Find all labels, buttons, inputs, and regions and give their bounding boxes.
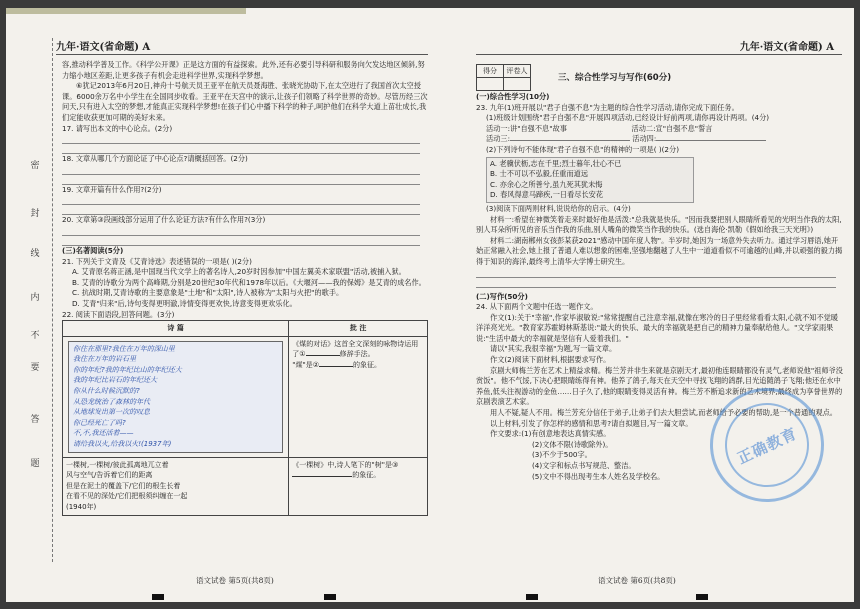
page-6 — [438, 8, 854, 602]
answer-line[interactable] — [62, 134, 420, 144]
score-label: 得分 — [477, 65, 504, 78]
option-d: D. 春风得意马蹄疾,一日看尽长安花 — [490, 190, 604, 200]
question-23-2: (2)下列诗句不能体现"君子自强不息"的精神的一项是( )(2分) — [486, 144, 679, 154]
question-22: 22. 阅读下面语段,回答问题。(3分) — [62, 309, 175, 319]
column-header: 批 注 — [289, 321, 428, 337]
scan-mark — [696, 594, 708, 600]
prompt-1: 作文(1):关于"幸福",作家毕淑敏说:"常常提醒自己注意幸福,就像在寒冷的日子里经常看看太阳,心就不知不觉暖洋洋亮光光。"教育家苏霍姆林斯基说:"最大的快乐、最大的幸福就是把自己的精神力量奉献给他人。"文学家雨果说:"生活中最大的幸福就是坚信有人爱着我们。" — [476, 312, 839, 343]
requirement: (3)不少于500字。 — [532, 450, 592, 460]
seal-line — [52, 38, 53, 562]
poem-line: 你已经死亡了吗? — [73, 418, 126, 427]
page-footer: 语文试卷 第6页(共8页) — [598, 576, 676, 585]
option-d: D. 艾青"归来"后,诗句变得更明澈,诗情变得更欢快,诗意变得更欢乐化。 — [72, 298, 297, 308]
grader-cell[interactable] — [504, 78, 531, 91]
activity-label: 活动四: — [632, 134, 657, 144]
answer-line[interactable] — [62, 205, 420, 215]
answer-line[interactable] — [62, 165, 420, 175]
question-18: 18. 文章从哪几个方面论证了中心论点?请概括回答。(2分) — [62, 154, 248, 164]
page5-body — [62, 60, 428, 516]
section-title: (一)综合性学习(10分) — [476, 92, 550, 101]
seal-char: 封 — [30, 209, 40, 219]
note-text: 修辞手法。 — [339, 350, 375, 359]
poem-line: 但是在泥土的覆盖下/它们的根生长着 — [66, 481, 181, 490]
seal-char: 线 — [30, 249, 40, 259]
requirement: (5)文中不得出现考生本人姓名及学校名。 — [532, 471, 665, 481]
options-box — [486, 157, 694, 203]
activity-value: "自强不息"誓言 — [662, 123, 713, 133]
option-c: C. 亦余心之所善兮,虽九死其犹未悔 — [490, 179, 603, 189]
note-text: 《煤的对话》这首全文深刻的咏物诗运用了① — [292, 339, 419, 359]
question-24: 24. 从下面两个文题中任选一题作文。 — [476, 302, 598, 312]
note-text: "煤"是② — [292, 360, 320, 369]
section-title: (三)名著阅读(5分) — [62, 245, 124, 255]
section-title: (二)写作(50分) — [476, 291, 528, 301]
column-header: 诗 篇 — [63, 321, 289, 337]
answer-line[interactable] — [62, 175, 420, 185]
activity-label: 活动三: — [486, 134, 510, 144]
answer-line[interactable] — [62, 236, 420, 246]
activity-blank[interactable] — [656, 140, 766, 141]
seal-char: 内 — [30, 293, 40, 303]
requirement: (4)文字和标点书写规范、整洁。 — [532, 461, 636, 470]
prompt-2-text: 京剧大师梅兰芳在艺术上精益求精。梅兰芳并非生来就是京剧天才,最初他连眼睛都没有灵气,老师说他"祖师爷没赏饭"。他不气馁,下决心把眼睛练得有神。他养了鸽子,每天在天空中寻找飞翔的鸽群,目光追随鸽子飞翔;他还在水中养鱼,低头注视游动的金鱼……日子久了,他的眼睛变得灵活有神。梅兰芳不断追求新的艺术境界,最终成为享誉世界的京剧表演艺术家。 — [476, 365, 843, 407]
poem-line: 一棵树,一棵树/彼此孤离地兀立着 — [66, 460, 169, 469]
poem-line: 你从什么时候沉默的? — [73, 387, 140, 396]
requirement: (2)文体不限(诗歌除外)。 — [532, 439, 613, 449]
option-a: A. 艾青原名蒋正涵,是中国现当代文学上的著名诗人,20岁时因参加"中国左翼美术家联盟"活动,被捕入狱。 — [72, 267, 406, 277]
scan-mark — [152, 594, 164, 600]
poem-cell — [63, 457, 289, 515]
blank-3[interactable] — [292, 476, 352, 477]
poem-line: 从地球发出第一次的叹息 — [73, 408, 150, 417]
answer-line[interactable] — [476, 278, 836, 288]
prompt-1-task: 请以"其实,我很幸福"为题,写一篇文章。 — [490, 344, 617, 354]
part-title: 三、综合性学习与写作(60分) — [558, 73, 672, 83]
exam-sheet — [6, 8, 854, 602]
poem-line: 从恐龙统治了森林的年代 — [73, 397, 150, 406]
question-23-1: (1)班级计划围绕"君子自强不息"开展四项活动,已经设计好前两项,请你再设计两项。(4分) — [486, 113, 770, 123]
passage-para: 容,推动科学普及工作。《科学公开课》正是这方面的有益探索。此外,还有必要引导科研和服务向欠发达地区倾斜,努力缩小地区差距,让更多孩子有机会走进科学世界,实现科学梦想。 — [62, 60, 425, 80]
header-rule — [476, 54, 842, 55]
prompt-2: 作文(2)阅读下面材料,根据要求写作。 — [490, 355, 611, 365]
header-rule — [56, 54, 428, 55]
note-text: 的象征。 — [352, 471, 381, 480]
page-header: 九年·语文(省命题) A — [56, 42, 151, 53]
poem-line: 我的年纪比岩石的年纪还大 — [73, 376, 157, 385]
activity-label: 活动二:宣 — [631, 123, 663, 133]
page-5 — [6, 8, 436, 602]
question-17: 17. 请写出本文的中心论点。(2分) — [62, 123, 173, 133]
activity-row — [476, 134, 844, 145]
blank-2[interactable] — [319, 366, 353, 367]
question-23-3: (3)阅读下面两则材料,说说给你的启示。(4分) — [486, 203, 631, 213]
option-c: C. 抗战时期,艾青诗歌的主要意象是"土地"和"太阳",诗人被称为"太阳与火把"的歌手。 — [72, 288, 344, 298]
handwritten-poem — [68, 341, 283, 453]
poem-line: 在看不见的深处/它们把根须纠缠在一起 — [66, 492, 188, 501]
answer-line[interactable] — [62, 195, 420, 205]
blank-1[interactable] — [306, 355, 340, 356]
poem-line: 风与空气/告诉着它们的距离 — [66, 471, 153, 480]
activity-label: 活动一:讲 — [486, 123, 518, 133]
note-text: 的象征。 — [353, 360, 382, 369]
activity-row — [476, 124, 844, 135]
answer-line[interactable] — [62, 226, 420, 236]
seal-char: 要 — [30, 363, 40, 373]
answer-line[interactable] — [476, 268, 836, 278]
note-cell — [289, 336, 428, 457]
poem-line: 我住在万年的岩石里 — [73, 355, 136, 364]
material-2: 材料二:湖南郴州女孩彭某获2021"感动中国年度人物"。半岁时,她因为一场意外失去听力。通过学习唇语,她开始正常融入社会,她上报了普通人难以想象的困难,坚强地翻越了人生中一道道看似不可逾越的山峰,并以顽强的毅力揭得于知识的海洋,最终考上清华大学博士研究生。 — [476, 235, 843, 266]
option-a: A. 老骥伏枥,志在千里;烈士暮年,壮心不已 — [490, 158, 622, 168]
answer-line[interactable] — [62, 144, 420, 154]
poem-table — [62, 320, 428, 516]
seal-char: 不 — [30, 331, 40, 341]
activity-value: "自强不息"故事 — [517, 123, 567, 133]
option-b: B. 艾青的诗歌分为两个高峰期,分别是20世纪30年代和1978年以后。《大堰河——我的保姆》是艾青的成名作。 — [72, 277, 426, 287]
score-cell[interactable] — [477, 78, 504, 91]
option-b: B. 士不可以不弘毅,任重而道远 — [490, 169, 589, 179]
prompt-2-tail: 用人不疑,疑人不用。梅兰芳充分信任于弟子,让弟子们去大胆尝试,而老师给予必要的帮助,是一个普通的观点。 — [490, 408, 837, 418]
note-cell — [289, 457, 428, 515]
page-footer: 语文试卷 第5页(共8页) — [196, 576, 274, 585]
scan-mark — [526, 594, 538, 600]
seal-char: 题 — [30, 459, 40, 469]
poem-line: 不,不,我还活着—— — [73, 429, 134, 438]
poem-line: 你住在那里?我住在万年的深山里 — [73, 344, 175, 353]
seal-char: 答 — [30, 415, 40, 425]
question-23: 23. 九年(1)班开展以"君子自强不息"为主题的综合性学习活动,请你完成下面任务。 — [476, 102, 739, 112]
score-label: 评卷人 — [504, 65, 531, 78]
question-21: 21. 下列关于文青及《艾青诗选》表述错误的一项是( )(2分) — [62, 256, 252, 266]
poem-line: (1940年) — [66, 503, 97, 511]
requirements-label: 作文要求: — [490, 429, 522, 439]
poem-line: 请给我以火,给我以火!(1937年) — [73, 440, 172, 449]
requirement: (1)有创意地表达真情实感。 — [521, 429, 611, 439]
passage-para: ⑥犹记2013年6月20日,神舟十号航天员王亚平在航天员聂海胜、张晓光协助下,在太空进行了我国首次太空授课。6000余万名中小学生在全国同步收看。王亚平在天宫中的演示,让孩子们领略了科学世界的奇妙。尽管历经三次问天,只有进入太空的梦想,才能真正实现科学梦想!在孩子们心中播下科学的种子,呵护他们在科学大道上苗壮成长,我们定能收获更加可期的美好未来。 — [62, 81, 428, 122]
poem-line: 你的年纪?我的年纪比山的年纪还大 — [73, 365, 182, 374]
page-header: 九年·语文(省命题) A — [739, 42, 834, 53]
score-box — [476, 64, 531, 91]
activity-blank[interactable] — [510, 140, 630, 141]
prompt-2-ask: 以上材料,引发了你怎样的感情和思考?请自拟题目,写一篇文章。 — [490, 418, 693, 428]
question-19: 19. 文章开篇有什么作用?(2分) — [62, 184, 162, 194]
material-1: 材料一:希望在神微笑着走来时最好他是活泼:"总我就是快乐。"因而我要把别人眼睛所看见的光明当作我的太阳,别人耳朵所听见的音乐当作我的乐曲,别人嘴角的微笑当作我的快乐。(选自海伦·凯勒《假如给我三天光明》) — [476, 214, 842, 235]
poem-cell — [63, 336, 289, 457]
note-text: 《一棵树》中,诗人笔下的"树"是③ — [292, 460, 399, 469]
stamp-text: 正确教育 — [734, 423, 801, 468]
question-20: 20. 文章第③段画线部分运用了什么论证方法?有什么作用?(3分) — [62, 215, 266, 225]
scan-mark — [324, 594, 336, 600]
seal-char: 密 — [30, 161, 40, 171]
